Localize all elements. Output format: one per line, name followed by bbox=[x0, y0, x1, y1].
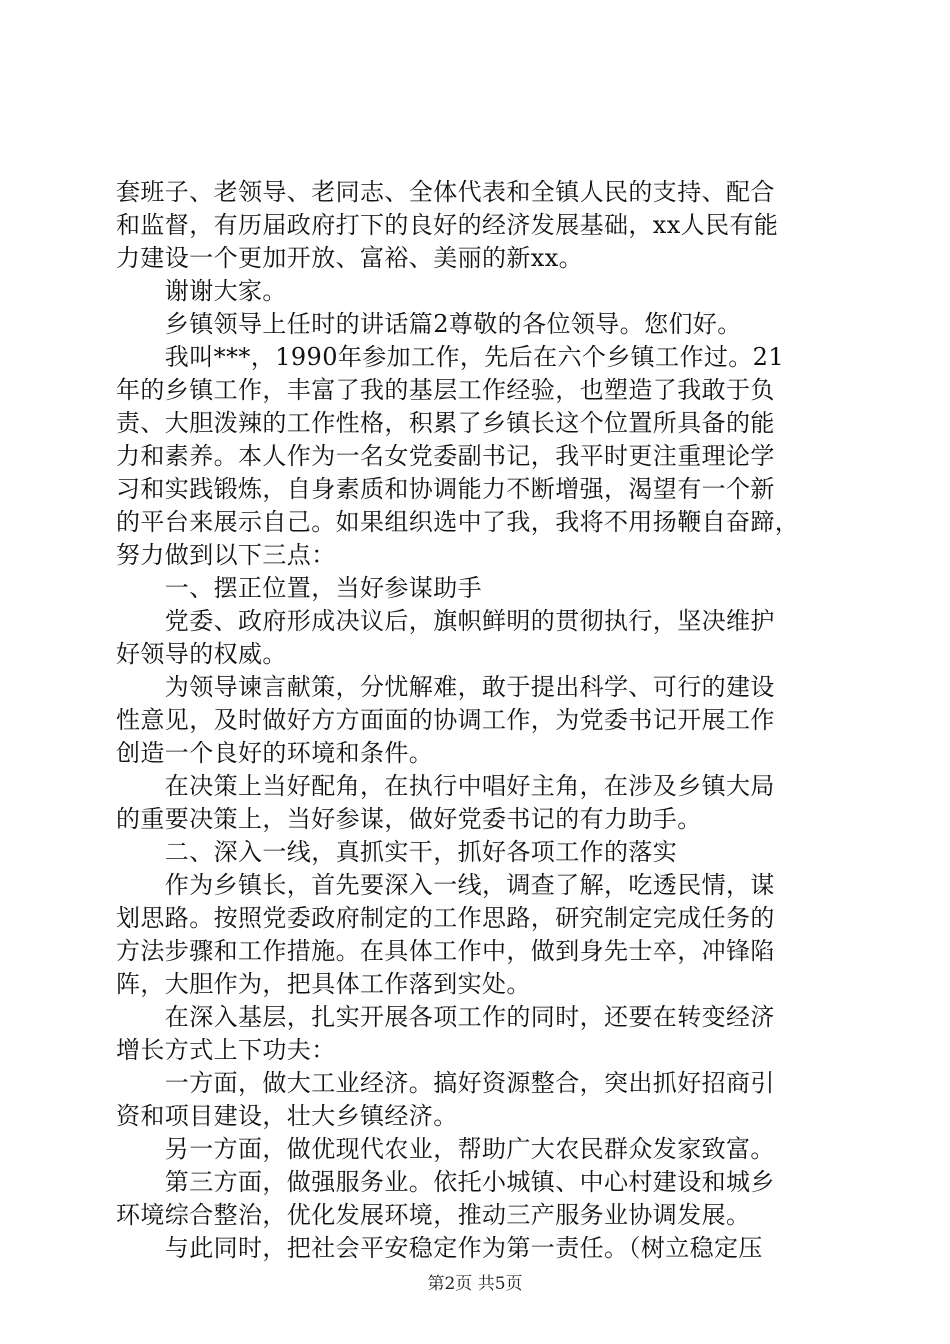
text-line: 第三方面，做强服务业。依托小城镇、中心村建设和城乡 bbox=[116, 1168, 775, 1196]
text-line: 我叫***，1990年参加工作，先后在六个乡镇工作过。21 bbox=[116, 343, 785, 371]
text-line: 一方面，做大工业经济。搞好资源整合，突出抓好招商引 bbox=[116, 1069, 775, 1097]
text-line: 努力做到以下三点： bbox=[116, 541, 336, 569]
text-line: 套班子、老领导、老同志、全体代表和全镇人民的支持、配合 bbox=[116, 178, 775, 206]
text-line: 方法步骤和工作措施。在具体工作中，做到身先士卒，冲锋陷 bbox=[116, 937, 775, 965]
text-line: 乡镇领导上任时的讲话篇2尊敬的各位领导。您们好。 bbox=[116, 310, 742, 338]
text-line: 为领导谏言献策，分忧解难，敢于提出科学、可行的建设 bbox=[116, 673, 775, 701]
text-line: 的平台来展示自己。如果组织选中了我，我将不用扬鞭自奋蹄， bbox=[116, 508, 800, 536]
text-line: 党委、政府形成决议后，旗帜鲜明的贯彻执行，坚决维护 bbox=[116, 607, 775, 635]
text-line: 力建设一个更加开放、富裕、美丽的新xx。 bbox=[116, 244, 584, 272]
text-line: 习和实践锻炼，自身素质和协调能力不断增强，渴望有一个新 bbox=[116, 475, 775, 503]
text-line: 在决策上当好配角，在执行中唱好主角，在涉及乡镇大局 bbox=[116, 772, 775, 800]
text-line: 力和素养。本人作为一名女党委副书记，我平时更注重理论学 bbox=[116, 442, 775, 470]
text-line: 划思路。按照党委政府制定的工作思路，研究制定完成任务的 bbox=[116, 904, 775, 932]
text-line: 好领导的权威。 bbox=[116, 640, 287, 668]
text-line: 与此同时，把社会平安稳定作为第一责任。（树立稳定压 bbox=[116, 1234, 763, 1262]
text-line: 在深入基层，扎实开展各项工作的同时，还要在转变经济 bbox=[116, 1003, 775, 1031]
text-line: 和监督，有历届政府打下的良好的经济发展基础，xx人民有能 bbox=[116, 211, 779, 239]
text-line: 增长方式上下功夫： bbox=[116, 1036, 336, 1064]
text-line: 阵，大胆作为，把具体工作落到实处。 bbox=[116, 970, 531, 998]
text-line: 责、大胆泼辣的工作性格，积累了乡镇长这个位置所具备的能 bbox=[116, 409, 775, 437]
section-heading: 一、摆正位置，当好参谋助手 bbox=[116, 574, 482, 602]
text-line: 作为乡镇长，首先要深入一线，调查了解，吃透民情，谋 bbox=[116, 871, 775, 899]
page-number-footer: 第2页 共5页 bbox=[427, 1274, 523, 1294]
text-line: 资和项目建设，壮大乡镇经济。 bbox=[116, 1102, 458, 1130]
section-heading: 二、深入一线，真抓实干，抓好各项工作的落实 bbox=[116, 838, 678, 866]
text-line: 的重要决策上，当好参谋，做好党委书记的有力助手。 bbox=[116, 805, 702, 833]
text-line: 创造一个良好的环境和条件。 bbox=[116, 739, 434, 767]
text-line: 性意见，及时做好方方面面的协调工作，为党委书记开展工作 bbox=[116, 706, 775, 734]
text-line: 年的乡镇工作，丰富了我的基层工作经验，也塑造了我敢于负 bbox=[116, 376, 775, 404]
text-line: 谢谢大家。 bbox=[116, 277, 287, 305]
text-line: 另一方面，做优现代农业，帮助广大农民群众发家致富。 bbox=[116, 1135, 775, 1163]
text-line: 环境综合整治，优化发展环境，推动三产服务业协调发展。 bbox=[116, 1201, 751, 1229]
